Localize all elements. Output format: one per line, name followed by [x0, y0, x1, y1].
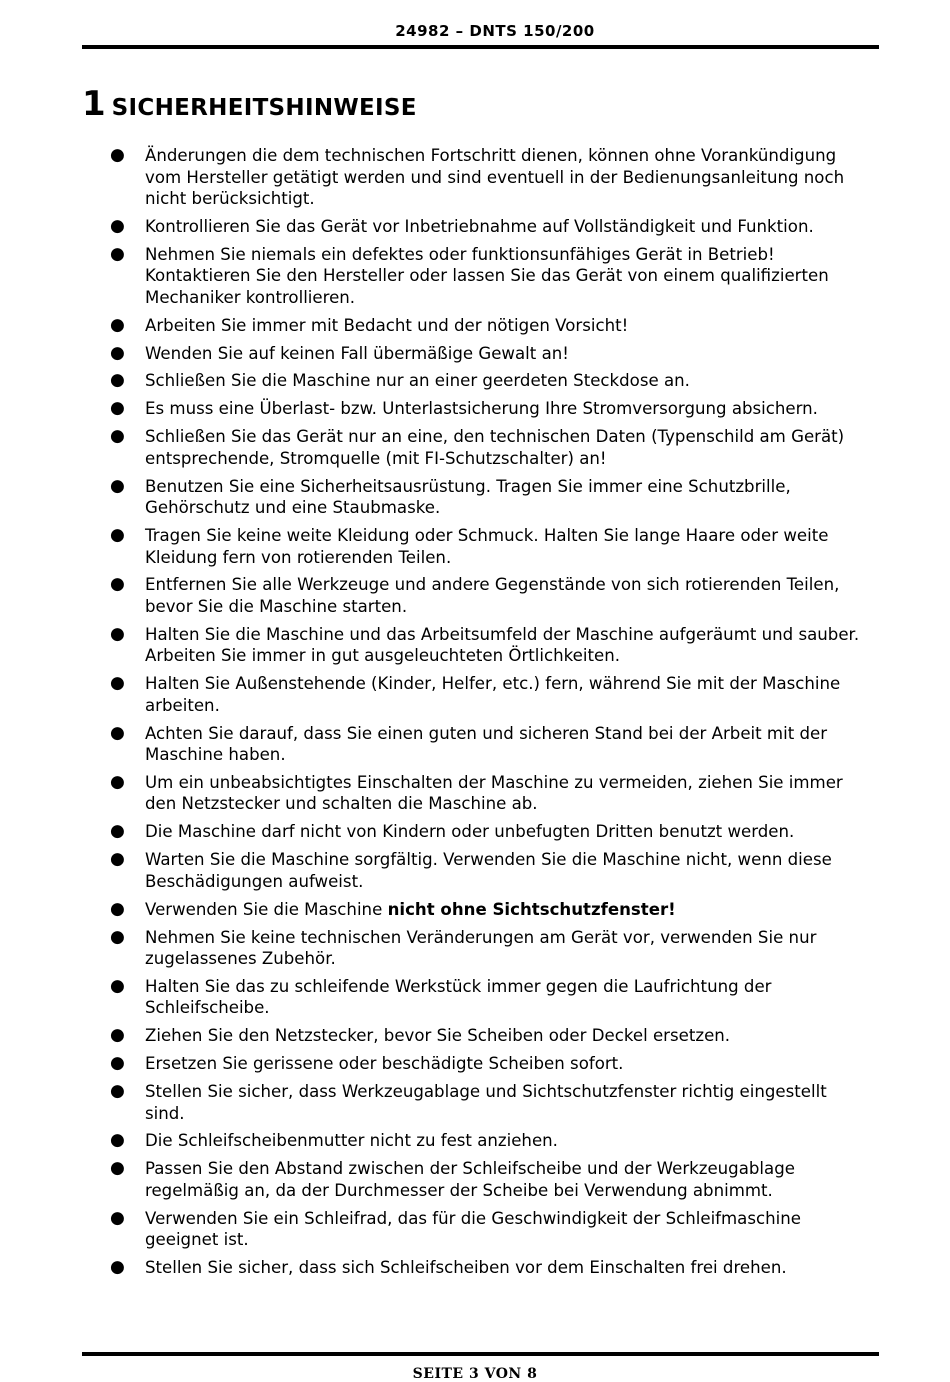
- header-rule: [82, 45, 879, 49]
- bullet-icon: ●: [110, 1257, 125, 1278]
- bullet-icon: ●: [110, 1207, 125, 1228]
- list-item: [0, 849, 869, 892]
- list-item-text: Schließen Sie die Maschine nur an einer geerdeten Steckdose an.: [145, 371, 690, 391]
- list-item: [0, 1208, 869, 1251]
- list-item: [0, 1158, 869, 1201]
- list-item-text: Stellen Sie sicher, dass sich Schleifscheiben vor dem Einschalten frei drehen.: [145, 1258, 787, 1278]
- list-item: [0, 216, 869, 238]
- list-item-text: Schließen Sie das Gerät nur an eine, den technischen Daten (Typenschild am Gerät) entsprechende, Stromquelle (mit FI-Schutzschalter) an!: [145, 427, 845, 468]
- list-item: [0, 673, 869, 716]
- bullet-icon: ●: [110, 1081, 125, 1102]
- list-item-text: Warten Sie die Maschine sorgfältig. Verwenden Sie die Maschine nicht, wenn diese Beschädigungen aufweist.: [145, 850, 832, 891]
- list-item: [0, 343, 869, 365]
- list-item-text: Die Maschine darf nicht von Kindern oder unbefugten Dritten benutzt werden.: [145, 822, 795, 842]
- list-item-emphasis: nicht ohne Sichtschutzfenster!: [387, 899, 676, 919]
- bullet-icon: ●: [110, 1130, 125, 1151]
- list-item-text: Tragen Sie keine weite Kleidung oder Schmuck. Halten Sie lange Haare oder weite Kleidung fern von rotierenden Teilen.: [145, 526, 829, 567]
- safety-instructions-list: [0, 145, 950, 1285]
- list-item: [0, 525, 869, 568]
- list-item: [0, 723, 869, 766]
- list-item-text: Ziehen Sie den Netzstecker, bevor Sie Scheiben oder Deckel ersetzen.: [145, 1026, 731, 1046]
- bullet-icon: ●: [110, 1053, 125, 1074]
- list-item-text: Halten Sie die Maschine und das Arbeitsumfeld der Maschine aufgeräumt und sauber. Arbeiten Sie immer in gut ausgeleuchteten Örtlichkeiten.: [145, 624, 860, 666]
- bullet-icon: ●: [110, 673, 125, 694]
- list-item-text: Es muss eine Überlast- bzw. Unterlastsicherung Ihre Stromversorgung absichern.: [145, 399, 818, 419]
- list-item-text: Nehmen Sie keine technischen Veränderungen am Gerät vor, verwenden Sie nur zugelassenes Zubehör.: [145, 927, 817, 969]
- list-item-text: Benutzen Sie eine Sicherheitsausrüstung. Tragen Sie immer eine Schutzbrille, Gehörschutz und eine Staubmaske.: [145, 476, 791, 518]
- bullet-icon: ●: [110, 623, 125, 644]
- list-item: [0, 315, 869, 337]
- bullet-icon: ●: [110, 1025, 125, 1046]
- list-item-text: Arbeiten Sie immer mit Bedacht und der nötigen Vorsicht!: [145, 315, 629, 335]
- bullet-icon: ●: [110, 342, 125, 363]
- bullet-icon: ●: [110, 722, 125, 743]
- list-item-text: Stellen Sie sicher, dass Werkzeugablage und Sichtschutzfenster richtig eingestellt sind.: [145, 1082, 827, 1123]
- bullet-icon: ●: [110, 898, 125, 919]
- list-item-text: Kontrollieren Sie das Gerät vor Inbetriebnahme auf Vollständigkeit und Funktion.: [145, 216, 814, 236]
- list-item: [0, 927, 869, 970]
- list-item: [0, 145, 869, 210]
- list-item-text: Passen Sie den Abstand zwischen der Schleifscheibe und der Werkzeugablage regelmäßig an, da der Durchmesser der Scheibe bei Verwendung abnimmt.: [145, 1159, 795, 1200]
- list-item-text: Nehmen Sie niemals ein defektes oder funktionsunfähiges Gerät in Betrieb! Kontaktieren Sie den Hersteller oder lassen Sie das Gerät von einem qualifizierten Mechaniker kontrollieren.: [145, 244, 829, 307]
- list-item-text: Achten Sie darauf, dass Sie einen guten und sicheren Stand bei der Arbeit mit der Maschine haben.: [145, 723, 828, 765]
- document-header-title: 24982 – DNTS 150/200: [395, 22, 595, 40]
- list-item-text: Die Schleifscheibenmutter nicht zu fest anziehen.: [145, 1131, 558, 1151]
- bullet-icon: ●: [110, 975, 125, 996]
- list-item: [0, 574, 869, 617]
- bullet-icon: ●: [110, 574, 125, 595]
- section-heading: [82, 84, 417, 124]
- list-item: [0, 398, 869, 420]
- list-item: [0, 899, 869, 921]
- bullet-icon: ●: [110, 475, 125, 496]
- bullet-icon: ●: [110, 370, 125, 391]
- list-item: [0, 1257, 869, 1279]
- list-item: [0, 1025, 869, 1047]
- bullet-icon: ●: [110, 145, 125, 165]
- list-item: [0, 821, 869, 843]
- list-item-text: Verwenden Sie ein Schleifrad, das für die Geschwindigkeit der Schleifmaschine geeignet ist.: [145, 1208, 801, 1250]
- list-item-text: Um ein unbeabsichtigtes Einschalten der Maschine zu vermeiden, ziehen Sie immer den Netzstecker und schalten die Maschine ab.: [145, 772, 843, 814]
- list-item: [0, 772, 869, 815]
- bullet-icon: ●: [110, 926, 125, 947]
- bullet-icon: ●: [110, 215, 125, 236]
- list-item: [0, 624, 869, 667]
- list-item: [0, 244, 869, 309]
- list-item: [0, 1130, 869, 1152]
- bullet-icon: ●: [110, 314, 125, 335]
- list-item-text: Halten Sie das zu schleifende Werkstück immer gegen die Laufrichtung der Schleifscheibe.: [145, 976, 772, 1018]
- bullet-icon: ●: [110, 771, 125, 792]
- bullet-icon: ●: [110, 1158, 125, 1179]
- footer-rule: [82, 1352, 879, 1356]
- bullet-icon: ●: [110, 426, 125, 447]
- list-item-text: Wenden Sie auf keinen Fall übermäßige Gewalt an!: [145, 343, 569, 363]
- list-item-text: Ersetzen Sie gerissene oder beschädigte Scheiben sofort.: [145, 1054, 624, 1074]
- bullet-icon: ●: [110, 821, 125, 842]
- bullet-icon: ●: [110, 525, 125, 546]
- bullet-icon: ●: [110, 398, 125, 419]
- list-item: [0, 1053, 869, 1075]
- list-item: [0, 370, 869, 392]
- list-item-text: Änderungen die dem technischen Fortschritt dienen, können ohne Vorankündigung vom Hersteller getätigt werden und sind eventuell in der Bedienungsanleitung noch nicht berücksichtigt.: [145, 146, 845, 208]
- list-item: [0, 976, 869, 1019]
- bullet-icon: ●: [110, 243, 125, 264]
- bullet-icon: ●: [110, 849, 125, 870]
- list-item: [0, 1081, 869, 1124]
- page-number: SEITE 3 VON 8: [412, 1366, 538, 1382]
- list-item-text: Entfernen Sie alle Werkzeuge und andere Gegenstände von sich rotierenden Teilen, bevor Sie die Maschine starten.: [145, 575, 840, 616]
- list-item-text: Verwenden Sie die Maschine: [145, 899, 388, 919]
- list-item: [0, 426, 869, 469]
- list-item: [0, 476, 869, 519]
- section-title: SICHERHEITSHINWEISE: [111, 95, 417, 121]
- section-number: 1: [82, 84, 106, 124]
- list-item-text: Halten Sie Außenstehende (Kinder, Helfer, etc.) fern, während Sie mit der Maschine arbeiten.: [145, 674, 841, 715]
